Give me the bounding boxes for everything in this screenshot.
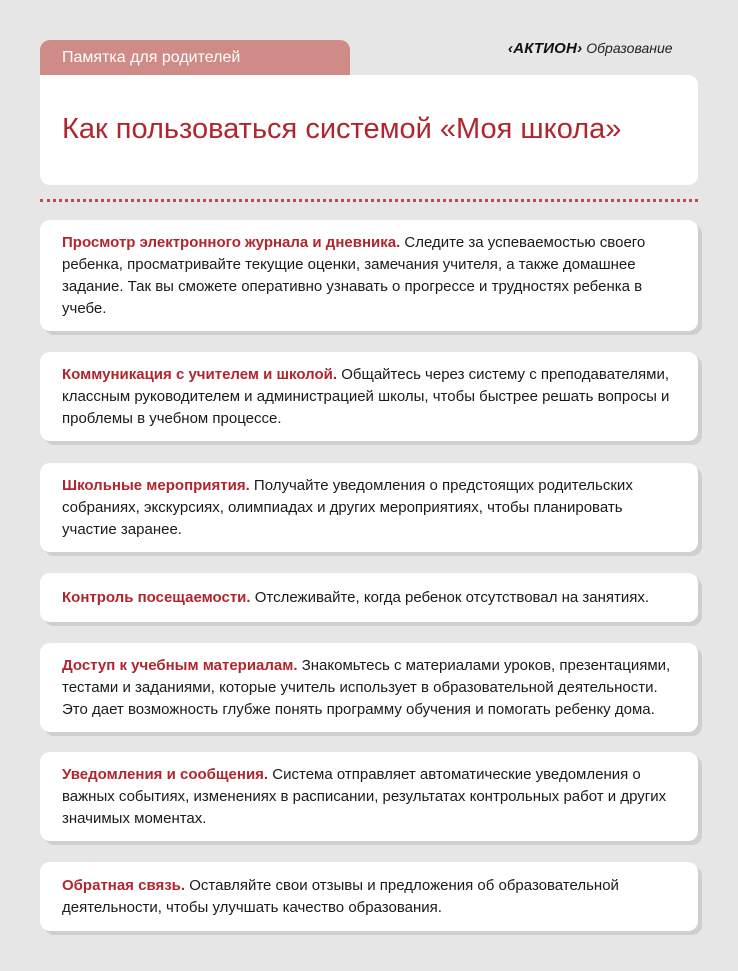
tip-card-communication	[40, 352, 698, 441]
tip-paragraph	[62, 364, 676, 430]
tip-heading: Уведомления и сообщения.	[62, 765, 269, 783]
tip-card-materials	[40, 643, 698, 732]
tip-paragraph	[62, 232, 676, 320]
tip-card-feedback	[40, 862, 698, 931]
tip-heading: Контроль посещаемости.	[62, 588, 251, 606]
tip-text: Система отправляет автоматические уведомления о важных событиях, изменениях в расписании, результатах контрольных работ и других значимых моментах.	[62, 765, 667, 827]
title-card	[40, 75, 698, 185]
tip-paragraph	[62, 764, 676, 830]
tip-heading: Школьные мероприятия.	[62, 476, 250, 494]
tip-heading: Коммуникация с учителем и школой.	[62, 365, 338, 383]
tip-text: Знакомьтесь с материалами уроков, презентациями, тестами и заданиями, которые учитель использует в образовательной деятельности. Это дает возможность глубже понять программу обучения и помогать ребенку дома.	[62, 656, 671, 718]
tip-card-notifications	[40, 752, 698, 841]
page-title: Как пользоваться системой «Моя школа»	[62, 113, 622, 145]
tip-heading: Доступ к учебным материалам.	[62, 656, 298, 674]
tip-text: Оставляйте свои отзывы и предложения об образовательной деятельности, чтобы улучшать качество образования.	[62, 876, 619, 916]
tip-text: Следите за успеваемостью своего ребенка, просматривайте текущие оценки, замечания учителя, а также домашнее задание. Так вы сможете оперативно узнавать о прогрессе и трудностях ребенка в учебе.	[62, 233, 646, 317]
tip-paragraph	[62, 475, 676, 541]
aktion-logo	[508, 40, 673, 62]
dotted-divider	[40, 199, 698, 202]
tip-text: Получайте уведомления о предстоящих родительских собраниях, экскурсиях, олимпиадах и других мероприятиях, чтобы планировать участие заранее.	[62, 476, 633, 538]
tip-card-attendance	[40, 573, 698, 622]
tip-heading: Обратная связь.	[62, 876, 186, 894]
tip-paragraph	[62, 875, 676, 919]
tip-card-events	[40, 463, 698, 552]
memo-tab	[40, 40, 350, 75]
tip-paragraph	[62, 587, 676, 609]
logo-brand: ‹АКТИОН›	[508, 40, 583, 57]
tip-text: Общайтесь через систему с преподавателями, классным руководителем и администрацией школы, чтобы быстрее решать вопросы и проблемы в учебном процессе.	[62, 365, 670, 427]
tip-text: Отслеживайте, когда ребенок отсутствовал на занятиях.	[250, 588, 650, 606]
logo-subtitle: Образование	[586, 40, 673, 56]
tip-heading: Просмотр электронного журнала и дневника.	[62, 233, 401, 251]
tip-paragraph	[62, 655, 676, 721]
tip-card-diary	[40, 220, 698, 331]
memo-tab-label: Памятка для родителей	[62, 49, 241, 66]
